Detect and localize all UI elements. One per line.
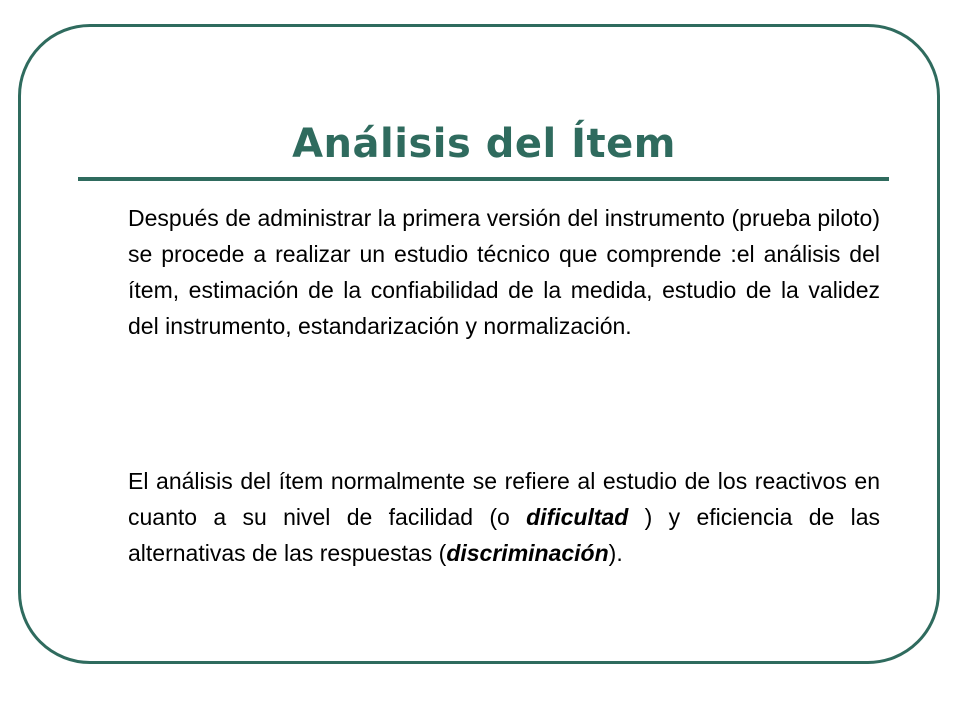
paragraph-2-text-3: ).: [608, 540, 623, 566]
paragraph-1: Después de administrar la primera versión del instrumento (prueba piloto) se procede a realizar un estudio técnico que comprende :el análisis del ítem, estimación de la confiabilidad de la medida, estudio de la validez del instrumento, estandarización y normalización.: [128, 205, 880, 339]
emphasis-dificultad: dificultad: [526, 504, 629, 530]
emphasis-discriminacion: discriminación: [446, 540, 609, 566]
paragraph-2-text-1: El análisis del ítem normalmente se refiere al estudio de los reactivos en cuanto a su nivel de facilidad (o: [128, 468, 880, 530]
slide-title: Análisis del Ítem: [292, 121, 676, 167]
paragraph-2-text-2: ) y eficiencia de las alternativas de las respuestas (: [128, 504, 881, 566]
title-underline: [78, 177, 889, 181]
paragraph-2: [128, 463, 880, 571]
